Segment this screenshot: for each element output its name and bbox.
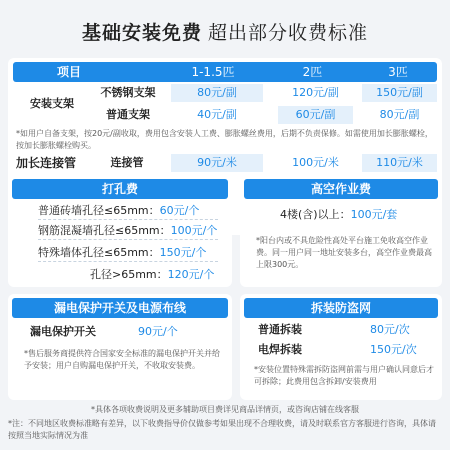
drilling-row <box>90 267 220 283</box>
stainless-price-3hp: 150元/副 <box>362 84 437 102</box>
header-2hp: 2匹 <box>302 65 323 79</box>
stainless-bracket-label: 不锈钢支架 <box>100 86 156 99</box>
high-altitude-note: *阳台内或不具危险性高处平台施工免收高空作业费。同一用户同一地址安装多台，高空作业费最高上限300元。 <box>256 236 432 269</box>
removal-normal-label: 普通拆装 <box>258 323 302 336</box>
removal-header: 拆装防盗网 <box>244 298 438 318</box>
removal-weld-label: 电焊拆装 <box>258 343 302 356</box>
high-altitude-label: 4楼(含)以上： <box>280 208 351 221</box>
title-main: 基础安装免费 <box>81 22 202 44</box>
drilling-row-value: 120元/个 <box>167 268 215 281</box>
removal-card <box>240 294 442 400</box>
drilling-row-label: 钢筋混凝墙孔径≤65mm： <box>38 224 171 237</box>
removal-weld-value: 150元/次 <box>370 343 417 356</box>
leakage-note: *售后服务商提供符合国家安全标准的漏电保护开关并给予安装；用户自购漏电保护开关，不收取安装费。 <box>24 349 220 370</box>
removal-note: *安装位置特殊需拆防盗网前需与用户确认同意后才可拆除；此费用包含拆卸/安装费用 <box>254 365 434 386</box>
pipe-price-1hp: 90元/米 <box>171 154 263 172</box>
bracket-label: 安装支架 <box>30 97 74 110</box>
drilling-header: 打孔费 <box>12 179 228 199</box>
leakage-header: 漏电保护开关及电源布线 <box>12 298 228 318</box>
header-3hp: 3匹 <box>388 65 408 79</box>
high-altitude-row <box>280 207 430 223</box>
drilling-row-value: 150元/个 <box>159 246 207 259</box>
table-header-row <box>13 62 437 82</box>
drilling-card <box>8 175 232 287</box>
drilling-row <box>38 245 218 262</box>
leakage-value: 90元/个 <box>138 325 178 338</box>
drilling-row-label: 孔径>65mm： <box>90 268 168 281</box>
normal-bracket-label: 普通支架 <box>106 108 150 121</box>
drilling-row-label: 普通砖墙孔径≤65mm： <box>38 204 160 217</box>
bracket-note: *如用户自备支架，按20元/副收取，费用包含安装人工费、膨胀螺丝费用，后期不负责保修。如需使用加长膨胀螺栓，按加长膨胀螺栓购买。 <box>16 129 433 150</box>
title-sub: 超出部分收费标准 <box>208 22 369 44</box>
stainless-price-2hp: 120元/副 <box>292 86 339 99</box>
leakage-card <box>8 294 232 400</box>
pipe-price-3hp: 110元/米 <box>362 154 437 172</box>
footer-line-2: *注：不同地区收费标准略有差异，以下收费指导价仅做参考如果出现不合理收费，请及时联系官方客服进行咨询，具体请按照当地实际情况为准 <box>8 419 436 440</box>
drilling-row-value: 100元/个 <box>170 224 218 237</box>
footer-line-1: *具体各项收费说明及更多辅助项目费详见商品详情页，或咨询店铺在线客服 <box>91 405 359 414</box>
stainless-price-1hp: 80元/副 <box>171 84 263 102</box>
high-altitude-header: 高空作业费 <box>244 179 438 199</box>
drilling-row <box>38 223 218 240</box>
page-title <box>0 18 450 45</box>
drilling-row <box>38 203 218 220</box>
pipe-price-2hp: 100元/米 <box>292 156 339 169</box>
normal-price-1hp: 40元/副 <box>197 108 237 121</box>
high-altitude-card <box>240 175 442 287</box>
header-1-1-5hp: 1-1.5匹 <box>191 65 235 79</box>
high-altitude-value: 100元/套 <box>350 208 398 221</box>
normal-price-3hp: 80元/副 <box>379 108 420 121</box>
drilling-row-label: 特殊墙体孔径≤65mm： <box>38 246 160 259</box>
pipe-sub-label: 连接管 <box>110 156 144 169</box>
leakage-label: 漏电保护开关 <box>30 325 96 338</box>
drilling-row-value: 60元/个 <box>159 204 200 217</box>
removal-normal-value: 80元/次 <box>370 323 410 336</box>
header-item: 项目 <box>56 65 81 79</box>
pipe-label: 加长连接管 <box>16 156 77 170</box>
normal-price-2hp: 60元/副 <box>278 106 353 124</box>
